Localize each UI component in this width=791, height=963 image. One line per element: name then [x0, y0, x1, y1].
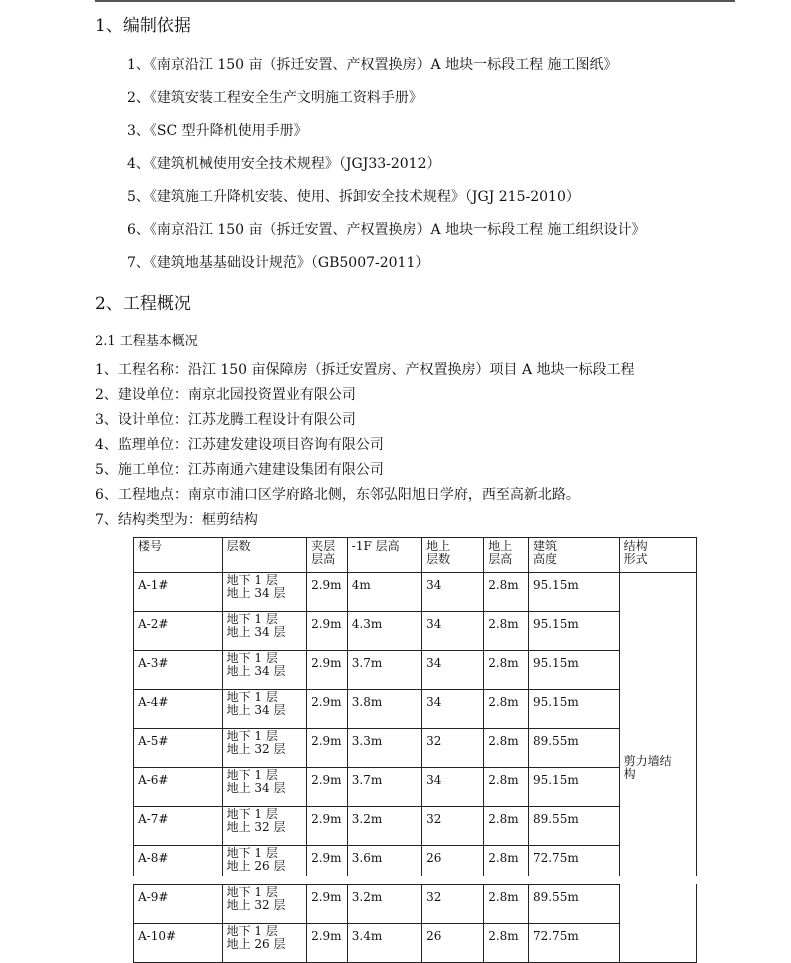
info-line-location: 6、工程地点：南京市浦口区学府路北侧，东邻弘阳旭日学府，西至高新北路。 [95, 487, 580, 503]
cell-floor-height: 2.8m [484, 924, 529, 963]
cell-building: A-9# [134, 885, 223, 924]
cell-b1: 3.4m [347, 924, 421, 963]
table-row [134, 768, 697, 807]
table-row [134, 807, 697, 846]
header-floor-height [484, 538, 529, 573]
cell-floors-below: 地下 1 层 [226, 729, 278, 743]
cell-count: 34 [422, 690, 484, 729]
cell-floor-height: 2.8m [484, 768, 529, 807]
cell-building: A-1# [134, 573, 223, 612]
cell-height: 95.15m [528, 651, 619, 690]
cell-floors-above: 地上 26 层 [226, 859, 286, 873]
building-table [133, 537, 697, 963]
cell-height: 72.75m [528, 846, 619, 885]
cell-count: 32 [422, 729, 484, 768]
cell-height: 95.15m [528, 690, 619, 729]
cell-building: A-6# [134, 768, 223, 807]
cell-floor-height: 2.8m [484, 885, 529, 924]
structure-type-line1: 剪力墙结 [623, 753, 672, 768]
cell-mezz: 2.9m [307, 846, 348, 885]
cell-floors-above: 地上 34 层 [226, 664, 286, 678]
cell-floors [222, 690, 307, 729]
reference-item-2: 2、《建筑安装工程安全生产文明施工资料手册》 [127, 90, 423, 106]
table-row [134, 690, 697, 729]
cell-floors [222, 612, 307, 651]
cell-count: 34 [422, 573, 484, 612]
page-top-rule [95, 0, 735, 2]
cell-mezz: 2.9m [307, 690, 348, 729]
cell-floors-below: 地下 1 层 [226, 690, 278, 704]
cell-height: 95.15m [528, 573, 619, 612]
cell-building: A-2# [134, 612, 223, 651]
structure-type-line2: 构 [623, 766, 636, 781]
header-floors [222, 538, 307, 573]
cell-floor-height: 2.8m [484, 651, 529, 690]
cell-count: 34 [422, 612, 484, 651]
table-row [134, 729, 697, 768]
header-building-text: 楼号 [138, 539, 163, 553]
cell-mezz: 2.9m [307, 612, 348, 651]
cell-mezz: 2.9m [307, 807, 348, 846]
info-line-supervisor: 4、监理单位：江苏建发建设项目咨询有限公司 [95, 437, 384, 453]
header-struct-line1: 结构 [623, 539, 648, 553]
cell-mezz: 2.9m [307, 924, 348, 963]
cell-height: 89.55m [528, 885, 619, 924]
cell-count: 26 [422, 846, 484, 885]
cell-b1: 3.2m [347, 885, 421, 924]
header-b1-text: -1F 层高 [351, 539, 400, 553]
table-row [134, 651, 697, 690]
cell-floors-above: 地上 32 层 [226, 898, 286, 912]
cell-b1: 4m [347, 573, 421, 612]
table-header-row [134, 538, 697, 573]
header-structure [619, 538, 696, 573]
cell-structure-type [619, 573, 696, 963]
cell-height: 95.15m [528, 768, 619, 807]
reference-item-5: 5、《建筑施工升降机安装、使用、拆卸安全技术规程》（JGJ 215-2010） [127, 189, 580, 205]
header-total-line2: 高度 [532, 552, 557, 566]
cell-floors-below: 地下 1 层 [226, 807, 278, 821]
cell-building: A-7# [134, 807, 223, 846]
cell-floors-above: 地上 32 层 [226, 820, 286, 834]
cell-b1: 4.3m [347, 612, 421, 651]
header-above-line2: 层数 [426, 552, 451, 566]
cell-floors [222, 768, 307, 807]
subsection-heading: 2.1 工程基本概况 [95, 334, 198, 349]
cell-mezz: 2.9m [307, 651, 348, 690]
cell-mezz: 2.9m [307, 768, 348, 807]
header-above-line1: 地上 [426, 539, 451, 553]
cell-floors-above: 地上 26 层 [226, 937, 286, 951]
header-mezzanine-height [307, 538, 348, 573]
cell-floors-below: 地下 1 层 [226, 573, 278, 587]
cell-floors-below: 地下 1 层 [226, 885, 278, 899]
cell-floor-height: 2.8m [484, 690, 529, 729]
cell-floors-above: 地上 32 层 [226, 742, 286, 756]
cell-floors [222, 924, 307, 963]
cell-floors-below: 地下 1 层 [226, 846, 278, 860]
cell-count: 34 [422, 651, 484, 690]
cell-b1: 3.7m [347, 651, 421, 690]
header-fh-line2: 层高 [488, 552, 513, 566]
header-floors-text: 层数 [226, 539, 251, 553]
cell-height: 89.55m [528, 729, 619, 768]
reference-item-1: 1、《南京沿江 150 亩（拆迁安置、产权置换房）A 地块一标段工程 施工图纸》 [127, 57, 618, 73]
cell-floors-below: 地下 1 层 [226, 612, 278, 626]
cell-b1: 3.7m [347, 768, 421, 807]
section-2-heading: 2、工程概况 [95, 294, 191, 314]
header-mezz-line2: 层高 [311, 552, 336, 566]
cell-building: A-5# [134, 729, 223, 768]
cell-mezz: 2.9m [307, 573, 348, 612]
cell-floors-above: 地上 34 层 [226, 703, 286, 717]
cell-mezz: 2.9m [307, 729, 348, 768]
info-line-project-name: 1、工程名称：沿江 150 亩保障房（拆迁安置房、产权置换房）项目 A 地块一标段工程 [95, 362, 635, 378]
cell-floors-above: 地上 34 层 [226, 586, 286, 600]
header-fh-line1: 地上 [488, 539, 513, 553]
cell-b1: 3.8m [347, 690, 421, 729]
table-row [134, 573, 697, 612]
info-line-designer: 3、设计单位：江苏龙腾工程设计有限公司 [95, 412, 356, 428]
header-building-height [528, 538, 619, 573]
cell-building: A-10# [134, 924, 223, 963]
cell-floors [222, 885, 307, 924]
cell-floors-below: 地下 1 层 [226, 768, 278, 782]
cell-height: 72.75m [528, 924, 619, 963]
cell-height: 89.55m [528, 807, 619, 846]
cell-count: 32 [422, 807, 484, 846]
reference-item-6: 6、《南京沿江 150 亩（拆迁安置、产权置换房）A 地块一标段工程 施工组织设计》 [127, 222, 646, 238]
reference-item-3: 3、《SC 型升降机使用手册》 [127, 123, 308, 139]
header-struct-line2: 形式 [623, 552, 648, 566]
cell-height: 95.15m [528, 612, 619, 651]
table-row [134, 924, 697, 963]
cell-mezz: 2.9m [307, 885, 348, 924]
page-bottom-edge [0, 876, 791, 884]
cell-building: A-8# [134, 846, 223, 885]
info-line-structure-type: 7、结构类型为：框剪结构 [95, 512, 258, 528]
section-1-heading: 1、编制依据 [95, 16, 191, 36]
cell-floors [222, 573, 307, 612]
cell-floors-below: 地下 1 层 [226, 924, 278, 938]
table-row [134, 885, 697, 924]
cell-floors-above: 地上 34 层 [226, 781, 286, 795]
header-mezz-line1: 夹层 [311, 539, 336, 553]
cell-b1: 3.3m [347, 729, 421, 768]
cell-floors [222, 729, 307, 768]
cell-floors-below: 地下 1 层 [226, 651, 278, 665]
cell-floor-height: 2.8m [484, 846, 529, 885]
reference-item-7: 7、《建筑地基基础设计规范》（GB5007-2011） [127, 255, 430, 271]
cell-floor-height: 2.8m [484, 807, 529, 846]
cell-floors-above: 地上 34 层 [226, 625, 286, 639]
cell-floors [222, 651, 307, 690]
table-row [134, 612, 697, 651]
header-building [134, 538, 223, 573]
cell-count: 34 [422, 768, 484, 807]
cell-floor-height: 2.8m [484, 573, 529, 612]
cell-floor-height: 2.8m [484, 729, 529, 768]
cell-building: A-3# [134, 651, 223, 690]
header-b1-height [347, 538, 421, 573]
reference-item-4: 4、《建筑机械使用安全技术规程》（JGJ33-2012） [127, 156, 441, 172]
cell-b1: 3.2m [347, 807, 421, 846]
cell-building: A-4# [134, 690, 223, 729]
cell-floor-height: 2.8m [484, 612, 529, 651]
header-total-line1: 建筑 [532, 539, 557, 553]
cell-floors [222, 807, 307, 846]
cell-count: 26 [422, 924, 484, 963]
header-above-floors [422, 538, 484, 573]
cell-b1: 3.6m [347, 846, 421, 885]
cell-count: 32 [422, 885, 484, 924]
info-line-contractor: 5、施工单位：江苏南通六建建设集团有限公司 [95, 462, 384, 478]
info-line-owner: 2、建设单位：南京北园投资置业有限公司 [95, 387, 356, 403]
